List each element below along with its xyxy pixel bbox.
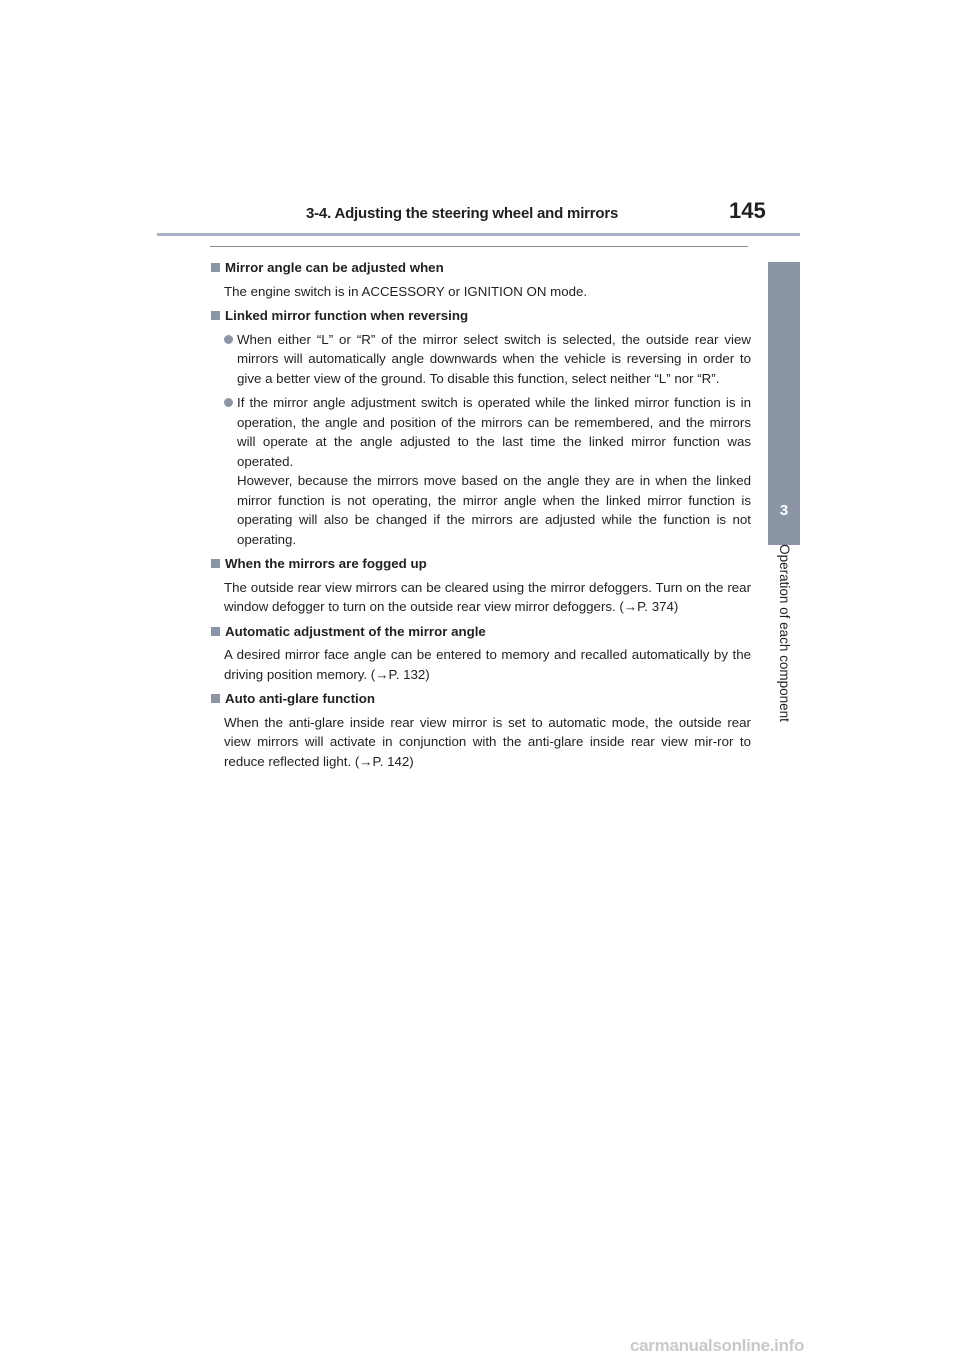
section-linked-mirror	[210, 306, 751, 549]
section-heading-text: Automatic adjustment of the mirror angle	[225, 623, 486, 639]
section-heading	[210, 689, 751, 709]
section-paragraph: A desired mirror face angle can be entered to memory and recalled automatically by the driving position memory. (→P. 132)	[224, 647, 751, 682]
square-icon	[211, 559, 220, 568]
chapter-title: Operation of each component	[777, 544, 792, 722]
square-icon	[211, 263, 220, 272]
section-mirror-angle	[210, 258, 751, 301]
section-heading	[210, 622, 751, 642]
bullet-item	[224, 393, 751, 549]
section-heading-text: Auto anti-glare function	[225, 691, 375, 706]
section-auto-adjustment	[210, 622, 751, 685]
bullet-continuation: However, because the mirrors move based on the angle they are in when the linked mirror function is not operating, the mirror angle when the linked mirror function is operating will also be changed if the mirrors are adjusted while the function is not operating.	[237, 473, 751, 547]
section-anti-glare	[210, 689, 751, 771]
square-icon	[211, 627, 220, 636]
section-heading-text: Linked mirror function when reversing	[225, 308, 469, 323]
section-heading	[210, 306, 751, 326]
bullet-text: If the mirror angle adjustment switch is operated while the linked mirror function is in operation, the angle and position of the mirrors can be remembered, and the mirrors will operate at the angle adjusted to the last time the linked mirror function was operated.	[237, 395, 751, 469]
section-heading-text: Mirror angle can be adjusted when	[225, 260, 444, 275]
square-icon	[211, 311, 220, 320]
page-number: 145	[729, 198, 766, 223]
content-rule	[210, 246, 748, 247]
section-paragraph: The engine switch is in ACCESSORY or IGNITION ON mode.	[224, 283, 588, 299]
section-heading	[210, 554, 751, 574]
square-icon	[211, 694, 220, 703]
watermark: carmanualsonline.info	[630, 1336, 805, 1355]
bullet-text: When either “L” or “R” of the mirror select switch is selected, the outside rear view mirrors will automatically angle downwards when the vehicle is reversing in order to give a better view of the ground. To disable this function, select neither “L” nor “R”.	[237, 331, 751, 386]
bullet-item	[224, 330, 751, 389]
bullet-dot-icon	[224, 398, 233, 407]
section-heading-text: When the mirrors are fogged up	[225, 556, 427, 571]
chapter-number: 3	[779, 502, 789, 519]
section-heading	[210, 258, 751, 278]
section-paragraph: The outside rear view mirrors can be cleared using the mirror defoggers. Turn on the rear window defogger to turn on the outside rear view mirror defoggers. (→P. 374)	[224, 579, 751, 614]
section-fogged-mirrors	[210, 554, 751, 617]
page-content	[210, 258, 751, 776]
section-title: 3-4. Adjusting the steering wheel and mirrors	[306, 205, 619, 222]
bullet-dot-icon	[224, 335, 233, 344]
section-paragraph: When the anti-glare inside rear view mirror is set to automatic mode, the outside rear view mirrors will activate in conjunction with the anti-glare inside rear view mir-ror to reduce reflected light. (→P. 142)	[224, 714, 751, 769]
bullet-text-group	[237, 393, 751, 549]
header-rule	[157, 233, 800, 236]
